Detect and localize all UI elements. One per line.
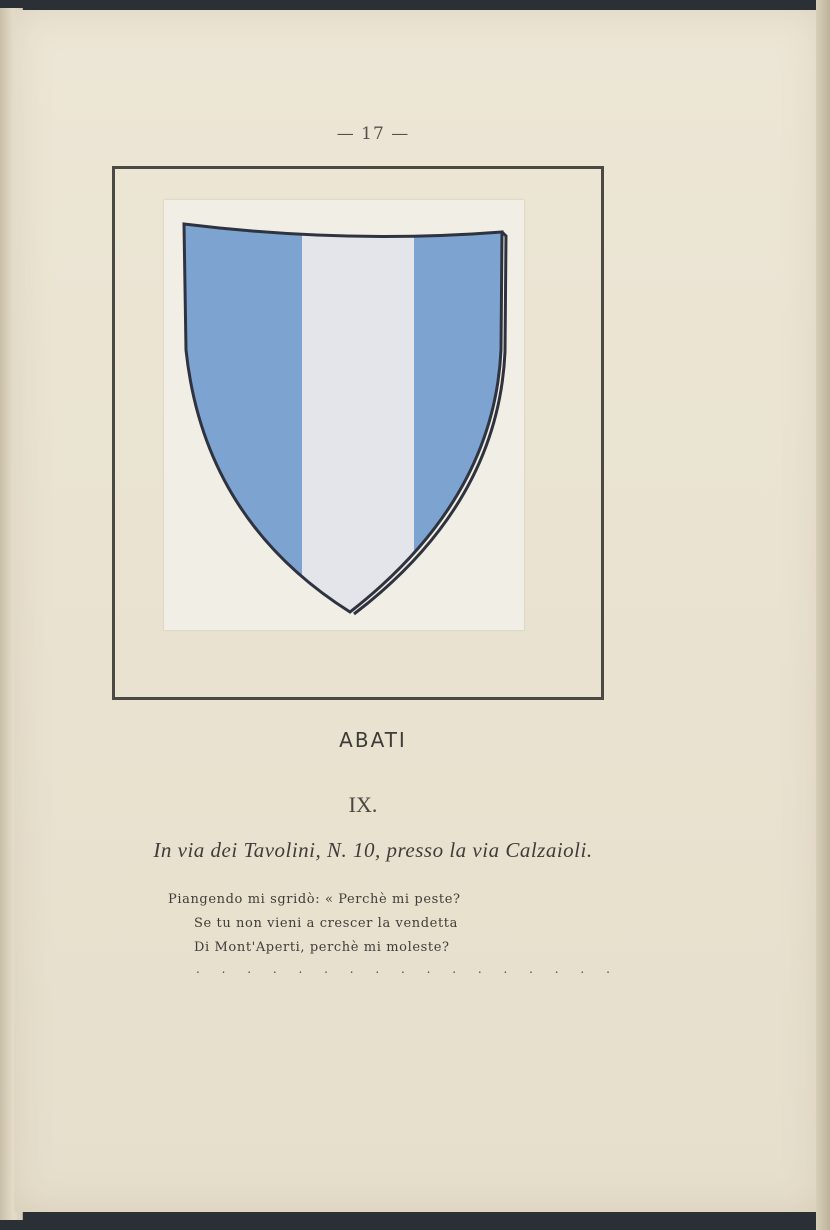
location-line: In via dei Tavolini, N. 10, presso la via Calzaioli.	[153, 838, 593, 862]
verse-line-2: Se tu non vieni a crescer la vendetta	[194, 916, 458, 931]
caption-title: ABATI	[339, 728, 407, 752]
verse-line-3: Di Mont'Aperti, perchè mi moleste?	[194, 940, 450, 955]
coat-of-arms-plate	[164, 200, 524, 630]
verse-block	[168, 888, 461, 960]
ellipsis-dots: . . . . . . . . . . . . . . . . .	[196, 962, 619, 976]
shield-icon	[164, 200, 524, 630]
verse-line-1: Piangendo mi sgridò: « Perchè mi peste?	[168, 892, 461, 907]
shield-pale-silver	[302, 200, 414, 630]
section-numeral: IX.	[348, 792, 378, 817]
right-book-edge	[816, 0, 830, 1230]
page-number: — 17 —	[336, 124, 410, 144]
